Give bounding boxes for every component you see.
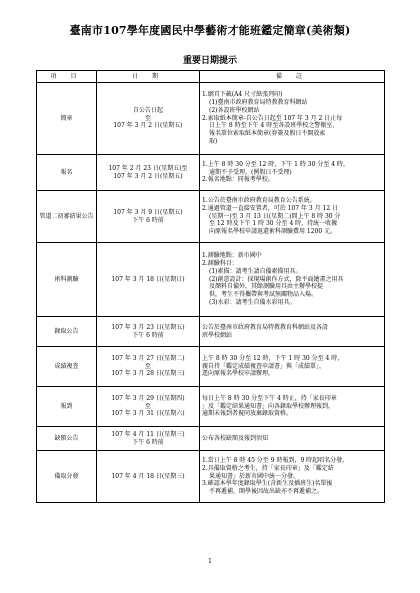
row-note bbox=[200, 317, 385, 347]
note-line: 2.測驗科目： bbox=[202, 260, 238, 267]
date-line: 107 年 4 月 11 日(星期三) bbox=[111, 430, 185, 438]
note-line: (1)臺南市政府教育局特教教育科網站 bbox=[209, 99, 308, 106]
row-item: 術科測驗 bbox=[37, 243, 97, 317]
row-date bbox=[97, 243, 200, 317]
table-body bbox=[37, 83, 385, 503]
row-note bbox=[200, 387, 385, 427]
row-item: 成績複查 bbox=[37, 347, 97, 387]
row-date bbox=[97, 191, 200, 243]
note-line: (3)水彩：請考生自備水彩用具。 bbox=[209, 298, 296, 306]
table-row bbox=[37, 387, 385, 427]
note-line: 」及「鑑定結果通知書」向各錄取學校辦理報到， bbox=[202, 402, 335, 410]
schedule-table bbox=[36, 70, 385, 503]
note-line: 逕向原報名學校申請辦理。 bbox=[202, 370, 275, 378]
note-line: 2.通過管道一直接安置者，可於 107 年 3 月 12 日 bbox=[202, 204, 339, 212]
date-line: 107 年 3 月 28 日(星期三) bbox=[111, 370, 185, 378]
note-line: 每日上午 8 時 30 分至下午 4 時止，持「家長印章 bbox=[202, 394, 337, 402]
date-line: 107 年 4 月 18 日(星期三) bbox=[111, 472, 185, 480]
date-line: 107 年 3 月 23 日(星期五) bbox=[111, 323, 185, 331]
date-line: 107 年 2 月 23 日(星期五)至 bbox=[108, 164, 188, 172]
row-date bbox=[97, 155, 200, 191]
header-note: 備 註 bbox=[200, 71, 385, 83]
note-line: (1)素描：請考生請自備素描用具。 bbox=[209, 267, 302, 275]
date-line: 至 bbox=[144, 402, 151, 410]
row-item: 簡章 bbox=[37, 83, 97, 155]
table-row bbox=[37, 83, 385, 155]
date-line: 107 年 3 月 18 日(星期日) bbox=[111, 275, 185, 283]
note-line: 1.公告於臺南市政府教育局教育公告系統。 bbox=[202, 197, 316, 204]
note-line: (2)創意設計：採現場創作方式，除平面繪畫之用具 bbox=[209, 275, 344, 283]
page-number: 1 bbox=[208, 558, 212, 565]
row-date bbox=[97, 427, 200, 451]
note-line: 2.索取紙本簡章-自公告日起至 107 年 3 月 2 日止每 bbox=[202, 114, 343, 122]
date-line: 自公告日起 bbox=[132, 106, 163, 114]
table-row bbox=[37, 317, 385, 347]
row-note bbox=[200, 191, 385, 243]
row-note bbox=[200, 347, 385, 387]
row-item: 備取分發 bbox=[37, 451, 97, 503]
date-line: 107 年 3 月 2 日(星期五) bbox=[113, 122, 183, 130]
note-line: 日上午 8 時至下午 4 時至各設班學校之警衛室、 bbox=[209, 122, 339, 130]
note-line: 報名單位索取紙本簡章(券簽及假日不開放索 bbox=[209, 130, 326, 138]
row-note bbox=[200, 451, 385, 503]
date-line: 107 年 3 月 29 日(星期四) bbox=[111, 394, 185, 402]
row-date bbox=[97, 317, 200, 347]
note-line: 1.測驗地點：新市國中 bbox=[202, 252, 262, 260]
row-item: 報到 bbox=[37, 387, 97, 427]
note-line: 1.當日上午 8 時 45 分至 9 時報到，9 時起唱名分發。 bbox=[202, 457, 349, 464]
row-note bbox=[200, 155, 385, 191]
date-line: 107 年 3 月 9 日(星期五) bbox=[113, 208, 183, 216]
date-line: 下午 6 時前 bbox=[132, 331, 164, 339]
date-line: 下午 6 時前 bbox=[132, 438, 164, 446]
table-row bbox=[37, 347, 385, 387]
row-note bbox=[200, 427, 385, 451]
table-row bbox=[37, 191, 385, 243]
note-line: 公告於臺南市政府教育局特教教育科網站及各設 bbox=[202, 323, 329, 331]
row-date bbox=[97, 451, 200, 503]
note-line: 親自持「鑑定成績複查申請書」與「成績單」， bbox=[202, 362, 326, 370]
header-item: 項 目 bbox=[37, 71, 97, 83]
note-line: 1.上午 8 時 30 分至 12 時，下午 1 時 30 分至 4 時， bbox=[202, 160, 349, 168]
note-line: 至 12 時及下午 1 時 30 分至 4 時，持統一收據 bbox=[209, 220, 338, 228]
note-line: 果通知書」於新市國中統一分發。 bbox=[209, 472, 300, 480]
note-line: 2.報名地點：同報考學校。 bbox=[202, 176, 274, 184]
row-item: 管道二初審結果公告 bbox=[37, 191, 97, 243]
row-item: 錄取公告 bbox=[37, 317, 97, 347]
note-line: 班學校網站 bbox=[202, 331, 233, 339]
row-note bbox=[200, 243, 385, 317]
note-line: 1.網頁下載(A4 尺寸紙張列印) bbox=[202, 91, 283, 99]
row-date bbox=[97, 387, 200, 427]
row-date bbox=[97, 347, 200, 387]
note-line: 不再遞補，開學後因故出缺亦不再遞補之。 bbox=[209, 488, 324, 496]
date-line: 下午 6 時前 bbox=[132, 216, 164, 224]
row-note bbox=[200, 83, 385, 155]
table-row bbox=[37, 427, 385, 451]
section-subtitle: 重要日期提示 bbox=[182, 56, 237, 66]
note-line: 逾期不予受理。(例假日不受理) bbox=[209, 168, 292, 176]
note-line: 取) bbox=[209, 137, 218, 145]
date-line: 107 年 3 月 27 日(星期二) bbox=[111, 354, 185, 362]
date-line: 107 年 3 月 2 日(星期五) bbox=[113, 172, 183, 180]
note-line: (2)各設班學校網站 bbox=[209, 106, 260, 114]
date-line: 至 bbox=[144, 362, 151, 370]
note-line: 及顏料自備外，其餘測驗用具由主辦學校提 bbox=[209, 283, 324, 291]
note-line: 逾期未報到者視同放棄錄取資格。 bbox=[202, 410, 293, 418]
note-line: 3.確認本學年度錄取學生(含新生及插班生)名單後 bbox=[202, 480, 333, 488]
table-row bbox=[37, 243, 385, 317]
table-header-row bbox=[37, 71, 385, 83]
document-title: 臺南市107學年度國民中學藝術才能班鑑定簡章(美術類) bbox=[69, 24, 351, 37]
date-line: 至 bbox=[144, 114, 151, 122]
note-line: 供，考生不得攜帶與考試無關物品入場。 bbox=[209, 291, 318, 299]
row-date bbox=[97, 83, 200, 155]
table-row bbox=[37, 155, 385, 191]
row-item: 缺額公告 bbox=[37, 427, 97, 451]
note-line: 2.具備取資格之考生，持「家長印章」及「鑑定結 bbox=[202, 464, 334, 472]
note-line: 上午 8 時 30 分至 12 時，下午 1 時 30 分至 4 時， bbox=[202, 354, 344, 362]
date-line: 107 年 3 月 31 日(星期六) bbox=[111, 410, 185, 418]
header-date: 日 期 bbox=[97, 71, 200, 83]
table-row bbox=[37, 451, 385, 503]
note-line: 公布各校缺額及報到須知 bbox=[202, 434, 269, 442]
note-line: (星期一)至 3 月 13 日(星期二)間上午 8 時 30 分 bbox=[209, 212, 341, 220]
row-item: 報名 bbox=[37, 155, 97, 191]
note-line: 向原報名學校申請退還術科測驗費用 1200 元。 bbox=[209, 228, 337, 236]
